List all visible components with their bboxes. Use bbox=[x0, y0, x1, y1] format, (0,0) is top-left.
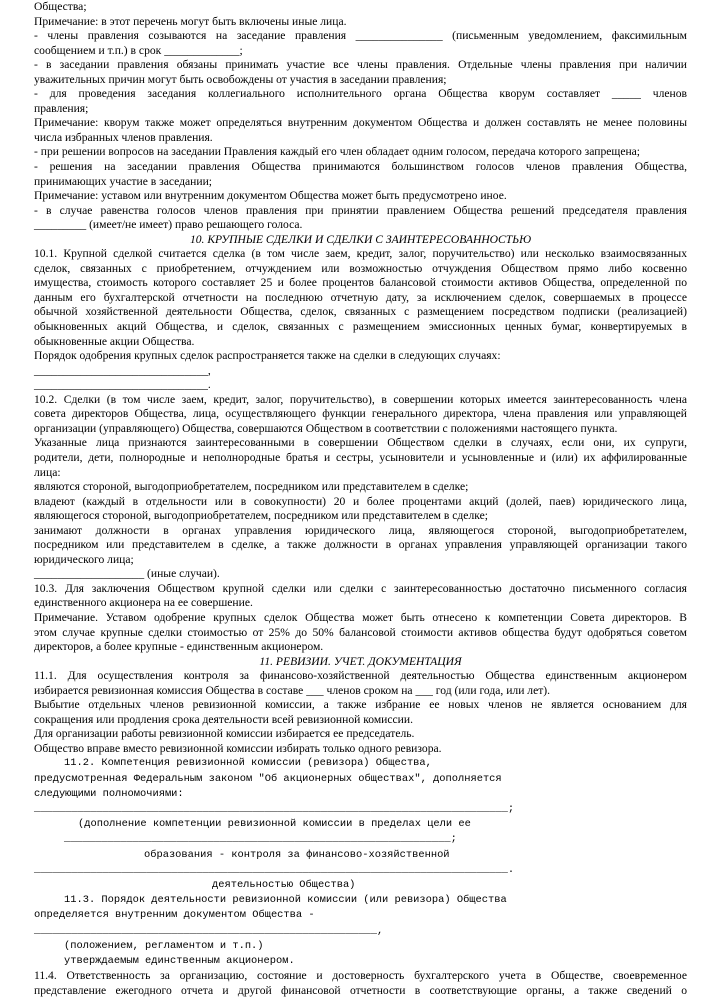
text-line: ______________________________. bbox=[34, 378, 211, 392]
monospace-line: (положением, регламентом и т.п.) bbox=[64, 939, 264, 952]
text-line: - решения на заседании правления Общества принимаются большинством голосов членов правления Общества, bbox=[34, 160, 687, 174]
text-line: посредником или представителем в сделке, а также должности в органах управления управляющей организации такого bbox=[34, 538, 687, 552]
text-line: являющегося стороной, выгодоприобретателем, посредником или представителем в сделке; bbox=[34, 509, 488, 523]
monospace-line: утверждаемым единственным акционером. bbox=[64, 955, 295, 968]
text-line: 11.4. Ответственность за организацию, состояние и достоверность бухгалтерского учета в Обществе, своевременное bbox=[34, 969, 687, 983]
text-line: юридического лица; bbox=[34, 552, 134, 566]
text-line: организации (управляющего) Общества, совершаются Обществом в соответствии с положениями настоящего пункта. bbox=[34, 421, 618, 435]
text-line: - в заседании правления обязаны принимать участие все члены правления. Отдельные члены правления при наличии bbox=[34, 58, 687, 72]
text-line: избирается ревизионная комиссия Общества в составе ___ членов сроком на ___ год (или года, или лет). bbox=[34, 683, 551, 697]
section-heading: 10. КРУПНЫЕ СДЕЛКИ И СДЕЛКИ С ЗАИНТЕРЕСОВАННОСТЬЮ bbox=[189, 232, 532, 246]
text-line: сделок, связанных с приобретением, отчуждением или возможностью отчуждения Обществом прямо либо косвенно bbox=[34, 261, 687, 275]
text-line: имущества, стоимость которого составляет 25 и более процентов балансовой стоимости активов Общества, определенной по bbox=[34, 276, 687, 290]
text-line: обыкновенных акций Общества, и сделок, связанных с размещением эмиссионных ценных бумаг, конвертируемых в bbox=[34, 320, 687, 334]
text-line: принимающих участие в заседании; bbox=[34, 174, 212, 188]
text-line: Указанные лица признаются заинтересованными в совершении Обществом сделки в случаях, если они, их супруги, bbox=[34, 436, 687, 450]
text-line: Общество вправе вместо ревизионной комиссии избирать только одного ревизора. bbox=[34, 741, 442, 755]
text-line: директоров, а более крупные - единственным акционером. bbox=[34, 640, 324, 654]
text-line: Общества; bbox=[34, 0, 87, 13]
document-tail bbox=[34, 969, 687, 998]
text-line: числа избранных членов правления. bbox=[34, 130, 213, 144]
text-line: сообщением и т.п.) в срок _____________; bbox=[34, 43, 243, 57]
monospace-line: 11.2. Компетенция ревизионной комиссии (ревизора) Общества, bbox=[64, 757, 432, 770]
text-line: _________ (имеет/не имеет) право решающего голоса. bbox=[34, 218, 303, 232]
text-line: 10.3. Для заключения Обществом крупной сделки или сделки с заинтересованностью достаточно письменного согласия bbox=[34, 581, 687, 595]
text-line: родители, дети, полнородные и неполнородные братья и сестры, усыновители и усыновленные и (или) их аффилированные bbox=[34, 450, 687, 464]
document-body bbox=[34, 0, 687, 756]
monospace-line: ______________________________________________________________; bbox=[64, 833, 457, 846]
text-line: Примечание: в этот перечень могут быть включены иные лица. bbox=[34, 14, 347, 28]
text-line: - члены правления созываются на заседание правления _______________ (письменным уведомлением, факсимильным bbox=[34, 29, 687, 43]
monospace-line: (дополнение компетенции ревизионной комиссии в пределах цели ее bbox=[78, 818, 471, 831]
document-monospace-block bbox=[34, 756, 687, 969]
section-heading: 11. РЕВИЗИИ. УЧЕТ. ДОКУМЕНТАЦИЯ bbox=[259, 654, 462, 668]
text-line: владеют (каждый в отдельности или в совокупности) 20 и более процентами акций (долей, паев) юридического лица, bbox=[34, 494, 687, 508]
text-line: - в случае равенства голосов членов правления при принятии правлением Общества решений председателя правления bbox=[34, 203, 687, 217]
text-line: данным его бухгалтерской отчетности на последнюю отчетную дату, за исключением сделок, совершаемых в процессе bbox=[34, 290, 687, 304]
text-line: занимают должности в органах управления юридического лица, являющегося стороной, выгодоприобретателем, bbox=[34, 523, 687, 537]
text-line: 10.2. Сделки (в том числе заем, кредит, залог, поручительство), в совершении которых имеется заинтересованность члена bbox=[34, 392, 687, 406]
text-line: уважительных причин могут быть освобождены от участия в заседании правления; bbox=[34, 72, 447, 86]
monospace-line: _______________________________________________________, bbox=[34, 924, 384, 937]
text-line: Примечание. Уставом одобрение крупных сделок Общества может быть отнесено к компетенции Совета директоров. В bbox=[34, 610, 687, 624]
text-line: ______________________________, bbox=[34, 363, 211, 377]
text-line: единственного акционера на ее совершение. bbox=[34, 596, 253, 610]
text-line: - для проведения заседания коллегиального исполнительного органа Общества кворум составляет _____ членов bbox=[34, 87, 687, 101]
text-line: Примечание: кворум также может определяться внутренним документом Общества и должен составлять не менее половины bbox=[34, 116, 687, 130]
text-line: Порядок одобрения крупных сделок распространяется также на сделки в следующих случаях: bbox=[34, 349, 501, 363]
text-line: представление ежегодного отчета и другой финансовой отчетности в соответствующие органы, а также сведений о bbox=[34, 983, 687, 997]
text-line: правления; bbox=[34, 101, 89, 115]
monospace-line: ____________________________________________________________________________; bbox=[34, 803, 515, 816]
monospace-line: образования - контроля за финансово-хозяйственной bbox=[144, 848, 450, 861]
monospace-line: ____________________________________________________________________________. bbox=[34, 863, 515, 876]
text-line: обычной хозяйственной деятельности Общества, сделок, связанных с размещением посредством подписки (реализацией) bbox=[34, 305, 687, 319]
text-line: Примечание: уставом или внутренним документом Общества может быть предусмотрено иное. bbox=[34, 189, 507, 203]
text-line: этом случае крупные сделки стоимостью от 25% до 50% балансовой стоимости активов общества будут одобряться советом bbox=[34, 625, 687, 639]
monospace-line: следующими полномочиями: bbox=[34, 787, 184, 800]
text-line: обыкновенные акции Общества. bbox=[34, 334, 195, 348]
monospace-line: деятельностью Общества) bbox=[212, 879, 356, 892]
text-line: 10.1. Крупной сделкой считается сделка (в том числе заем, кредит, залог, поручительство) или несколько взаимосвязанных bbox=[34, 247, 687, 261]
text-line: лица: bbox=[34, 465, 61, 479]
monospace-line: определяется внутренним документом Общества - bbox=[34, 909, 315, 922]
text-line: Для организации работы ревизионной комиссии избирается ее председатель. bbox=[34, 727, 415, 741]
text-line: 11.1. Для осуществления контроля за финансово-хозяйственной деятельностью Общества единственным акционером bbox=[34, 669, 687, 683]
text-line: - при решении вопросов на заседании Правления каждый его член обладает одним голосом, передача которого запрещена; bbox=[34, 145, 641, 159]
text-line: Выбытие отдельных членов ревизионной комиссии, а также избрание ее новых членов не является основанием для bbox=[34, 698, 687, 712]
text-line: ___________________ (иные случаи). bbox=[34, 567, 220, 581]
text-line: являются стороной, выгодоприобретателем, посредником или представителем в сделке; bbox=[34, 480, 469, 494]
monospace-line: предусмотренная Федеральным законом "Об акционерных обществах", дополняется bbox=[34, 772, 502, 785]
monospace-line: 11.3. Порядок деятельности ревизионной комиссии (или ревизора) Общества bbox=[64, 894, 507, 907]
text-line: сокращения или продления срока деятельности всей ревизионной комиссии. bbox=[34, 712, 413, 726]
text-line: совета директоров Общества, лица, осуществляющего функции генерального директора, члена правления или управляющей bbox=[34, 407, 687, 421]
